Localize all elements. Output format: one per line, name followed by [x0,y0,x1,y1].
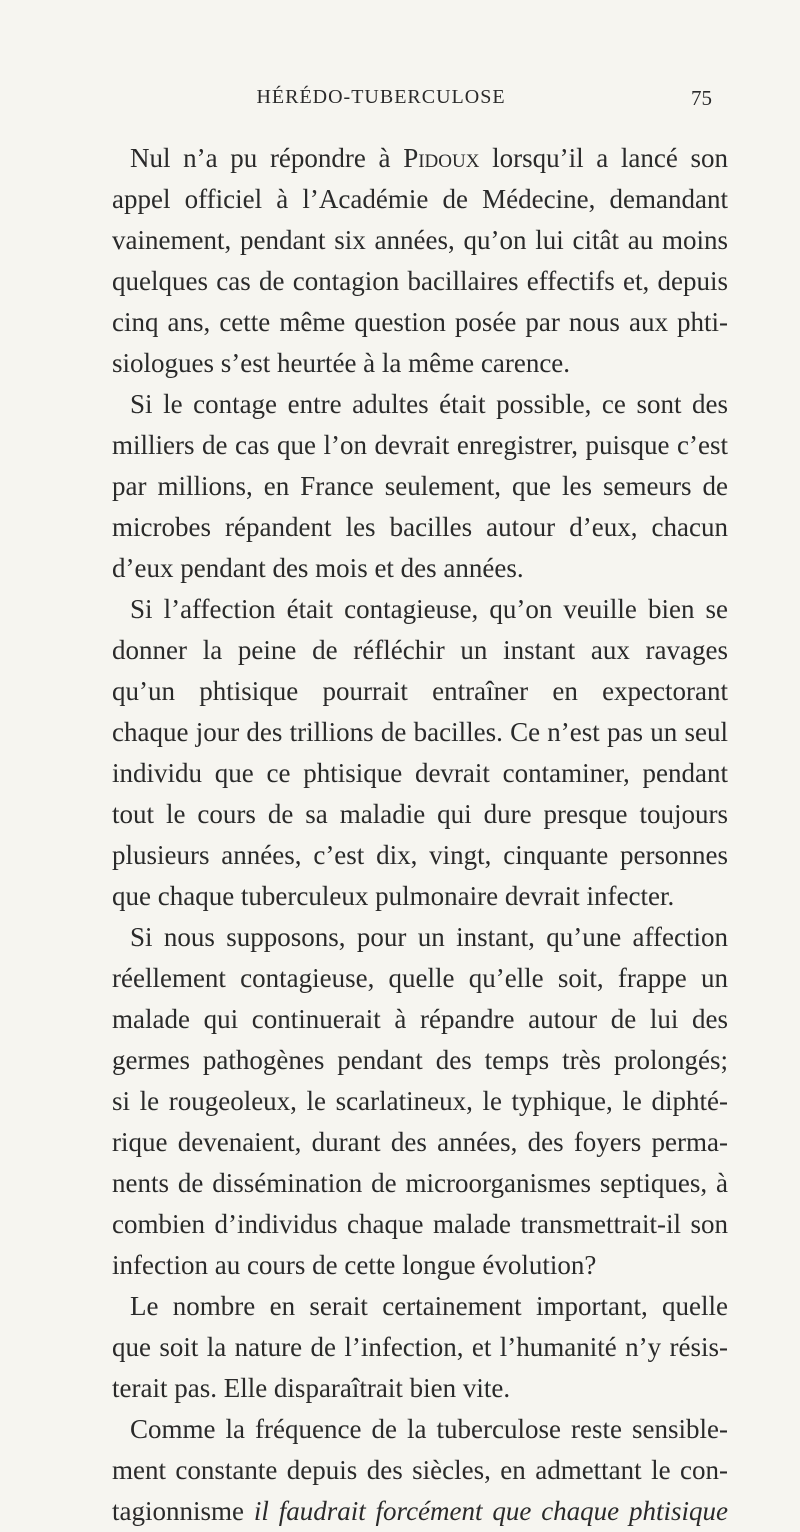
running-title: HÉRÉDO-TUBERCULOSE [256,86,506,108]
text-line: appel officiel à l’Académie de Médecine, demandant [112,184,728,214]
text-line: terait pas. Elle disparaîtrait bien vite. [112,1373,511,1403]
page-number: 75 [691,86,712,110]
text-line: ment constante depuis des siècles, en admettant le con- [112,1455,728,1485]
text-line: Si le contage entre adultes était possible, ce sont des [130,389,728,419]
text-line [112,138,728,179]
running-head [110,86,710,116]
text-line: quelques cas de contagion bacillaires effectifs et, depuis [112,266,728,296]
text-line: Comme la fréquence de la tuberculose reste sensible- [130,1414,728,1444]
text-line [112,1491,728,1532]
text-line: Si nous supposons, pour un instant, qu’une affection [130,922,728,952]
text-line: microbes répandent les bacilles autour d’eux, chacun [112,512,728,542]
text-line: plusieurs années, c’est dix, vingt, cinquante personnes [112,840,728,870]
text-line: cinq ans, cette même question posée par nous aux phti- [112,307,728,337]
text-line: vainement, pendant six années, qu’on lui citât au moins [112,225,728,255]
text-fragment: tagionnisme [112,1496,244,1526]
text-line: si le rougeoleux, le scarlatineux, le typhique, le diphté- [112,1086,728,1116]
text-line: milliers de cas que l’on devrait enregistrer, puisque c’est [112,430,728,460]
text-line: tout le cours de sa maladie qui dure presque toujours [112,799,728,829]
text-line: nents de dissémination de microorganismes septiques, à [112,1168,728,1198]
text-line: qu’un phtisique pourrait entraîner en expectorant [112,676,728,706]
text-line: Si l’affection était contagieuse, qu’on veuille bien se [130,594,728,624]
text-line: par millions, en France seulement, que les semeurs de [112,471,728,501]
text-line: infection au cours de cette longue évolution? [112,1250,597,1280]
text-line: que soit la nature de l’infection, et l’humanité n’y résis- [112,1332,728,1362]
text-line: individu que ce phtisique devrait contaminer, pendant [112,758,728,788]
text-line: donner la peine de réfléchir un instant aux ravages [112,635,728,665]
text-line: chaque jour des trillions de bacilles. Ce n’est pas un seul [112,717,728,747]
body-text [112,138,728,1532]
text-line: germes pathogènes pendant des temps très prolongés; [112,1045,728,1075]
text-line: Le nombre en serait certainement important, quelle [130,1291,728,1321]
text-line: malade qui continuerait à répandre autour de lui des [112,1004,728,1034]
text-line: réellement contagieuse, quelle qu’elle soit, frappe un [112,963,728,993]
text-line: siologues s’est heurtée à la même carence. [112,348,571,378]
italic-phrase: il faudrait forcément que chaque phtisique [253,1496,729,1526]
author-name-pidoux: Pidoux [403,143,480,173]
text-fragment: Nul n’a pu répondre à [130,143,391,173]
text-line: d’eux pendant des mois et des années. [112,553,524,583]
text-line: que chaque tuberculeux pulmonaire devrait infecter. [112,881,675,911]
text-line: rique devenaient, durant des années, des foyers perma- [112,1127,728,1157]
text-fragment: lorsqu’il a lancé son [492,143,728,173]
text-line: combien d’individus chaque malade transmettrait-il son [112,1209,728,1239]
